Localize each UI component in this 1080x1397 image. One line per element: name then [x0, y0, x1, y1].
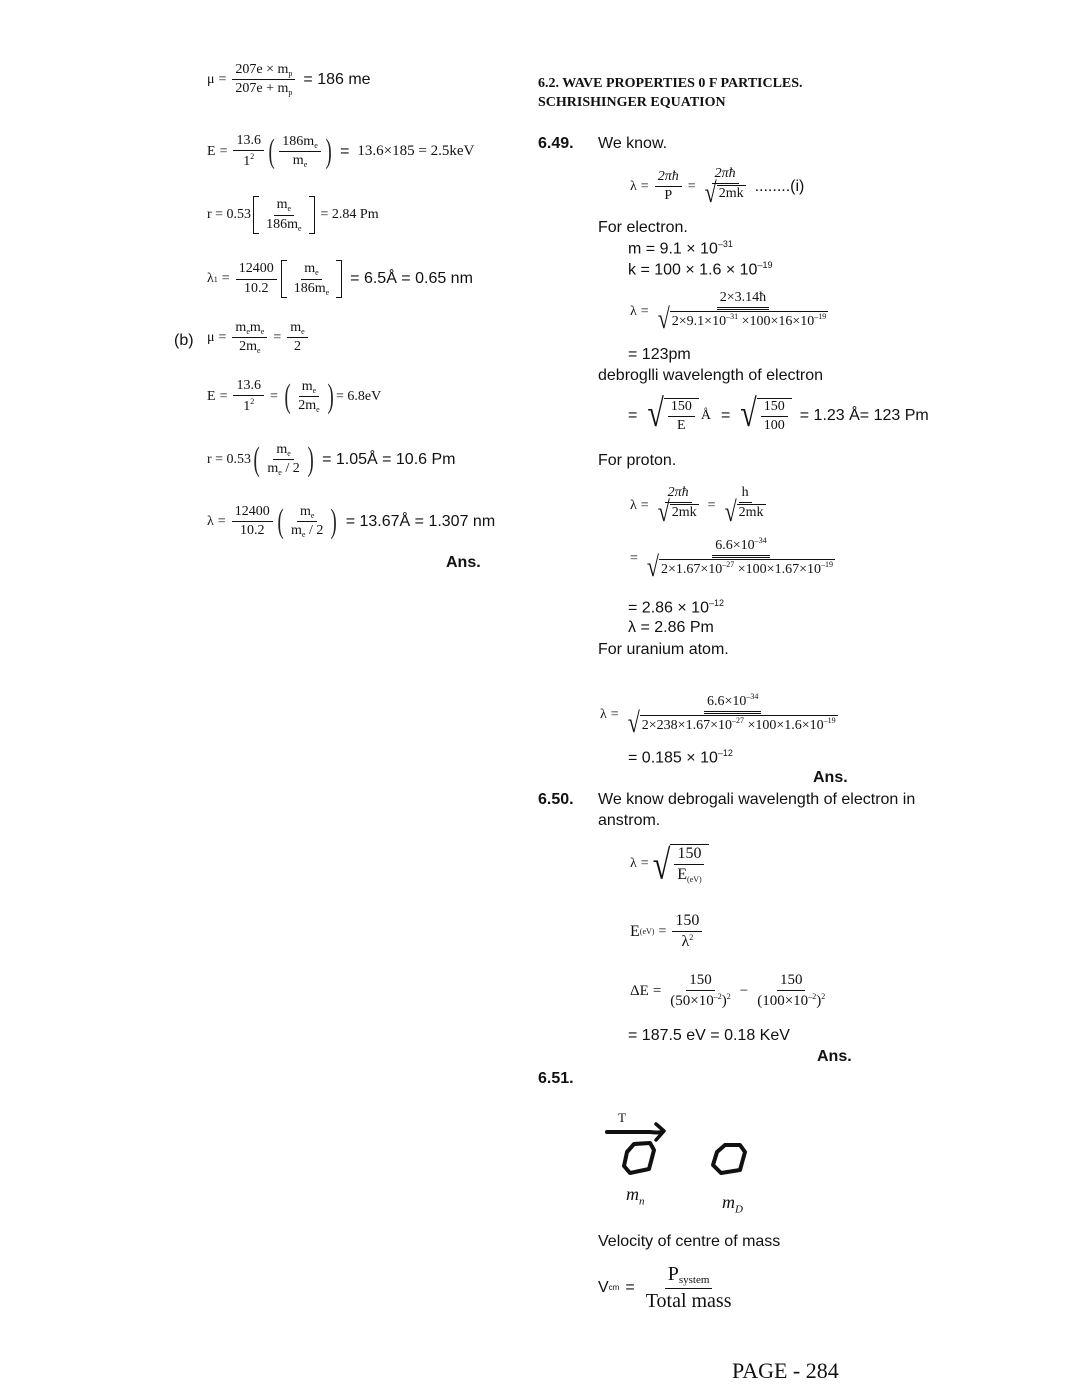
equation-E-eV: E (eV) = $\frac{150}{\lambda^2}$: [630, 912, 704, 952]
problem-intro-6-49: We know.: [598, 135, 668, 152]
electron-result: = 123pm: [628, 346, 691, 363]
equation-radius-a: r = 0.53 $\frac{m_e}{186m_e}$ = 2.84 Pm: [207, 197, 379, 233]
mass-n-label: $m_n$: [626, 1184, 645, 1208]
section-heading-line2: SCHRISHINGER EQUATION: [538, 95, 726, 110]
uranium-result: = $0.185 \times 10^{-12}$: [628, 748, 733, 767]
for-electron-label: For electron.: [598, 219, 688, 236]
equation-energy-a: E = $\frac{13.6}{1^2}$ ( $\frac{186m_e}{m_e}$ ) = 13.6×185 = 2.5keV: [207, 132, 475, 170]
particle-d-shape: [713, 1145, 745, 1173]
equation-lambda-uranium: λ = $6.6\times 10^{-34}$ √ $2\times 238\times 1.67\times 10^{-27} \times 100\times 1.6\times 10^{-19}$: [600, 692, 836, 739]
equation-lambda-electron: λ = 2×3.14ħ √ $2\times 9.1\times 10^{-31} \times 100\times 16\times 10^{-19}$: [630, 290, 827, 335]
answer-label-left: Ans.: [446, 554, 481, 571]
equation-mu-a: μ = $\frac{207e \times m_p}{207e + m_p}$ = 186 me: [207, 62, 371, 98]
vcm-description: Velocity of centre of mass: [598, 1233, 781, 1250]
problem-intro-6-50-line1: We know debrogali wavelength of electron in: [598, 791, 916, 808]
equation-lambda-sqrt-E: λ = √ $\frac{150}{E_{(eV)}}$: [630, 844, 709, 885]
problem-number-6-49: 6.49.: [538, 135, 574, 152]
mass-d-label: $m_D$: [722, 1192, 743, 1216]
electron-mass-value: $m = 9.1 \times 10^{-31}$: [628, 239, 733, 258]
arrow-label: T: [618, 1110, 626, 1125]
for-proton-label: For proton.: [598, 452, 677, 469]
equation-energy-b: E = $\frac{13.6}{1^2}$ = ( $\frac{m_e}{2m_e}$ ) = 6.8eV: [207, 377, 382, 415]
collision-figure: [590, 1100, 790, 1220]
equation-mu-b: μ = $\frac{m_em_e}{2m_e}$ = $\frac{m_e}{2}$: [207, 320, 310, 355]
section-heading-line1: 6.2. WAVE PROPERTIES 0 F PARTICLES.: [538, 76, 803, 91]
answer-label-6-50: Ans.: [817, 1048, 852, 1065]
page-number: PAGE - 284: [732, 1358, 839, 1383]
equation-radius-b: r = 0.53 ( $\frac{m_e}{m_e / 2}$ ) = 1.05Å = 10.6 Pm: [207, 440, 456, 478]
equation-lambda-i: λ = $\frac{2\pi ħ}{P}$ = 2πħ √ 2mk ........(i): [630, 166, 805, 209]
problem-intro-6-50-line2: anstrom.: [598, 812, 661, 829]
equation-vcm: V cm = $\frac{\text{Psystem}}{\text{Total mass}}$: [598, 1263, 732, 1312]
problem-number-6-50: 6.50.: [538, 791, 574, 808]
debroglie-label: debroglli wavelength of electron: [598, 367, 824, 384]
particle-n-shape: [624, 1143, 654, 1173]
part-b-label: (b): [174, 332, 194, 349]
answer-label-6-49: Ans.: [813, 769, 848, 786]
equation-lambda-b: λ = $\frac{12400}{10.2}$ ( $\frac{m_e}{m_e / 2}$ ) = 13.67Å = 1.307 nm: [207, 502, 496, 540]
equation-lambda-proton: λ = 2πħ √ 2mk = h √ 2mk: [630, 485, 764, 528]
delta-E-result: = 187.5 eV = 0.18 KeV: [628, 1027, 790, 1044]
right-arrow-icon: [590, 1100, 790, 1220]
equation-lambda-proton-numeric: = $6.6\times 10^{-34}$ √ $2\times 1.67\times 10^{-27} \times 100\times 1.67\times 10^{-19}$: [630, 536, 833, 583]
equation-sqrt-150: = √ $\frac{150}{E}$ Å = √ $\frac{150}{100}$ = 1.23 Å= 123 Pm: [628, 392, 929, 436]
electron-energy-value: $k = 100 \times 1.6 \times 10^{-19}$: [628, 260, 773, 279]
problem-number-6-51: 6.51.: [538, 1070, 574, 1087]
equation-delta-E: ΔE = $\frac{150}{(50\times 10^{-2})^2}$ − $\frac{150}{(100\times 10^{-2})^2}$: [630, 972, 826, 1010]
equation-lambda-a: λ 1 = $\frac{12400}{10.2}$ $\frac{m_e}{186m_e}$ = 6.5Å = 0.65 nm: [207, 261, 473, 297]
proton-result-2: λ = 2.86 Pm: [628, 619, 714, 636]
for-uranium-label: For uranium atom.: [598, 641, 729, 658]
proton-result-1: = $2.86 \times 10^{-12}$: [628, 598, 724, 617]
